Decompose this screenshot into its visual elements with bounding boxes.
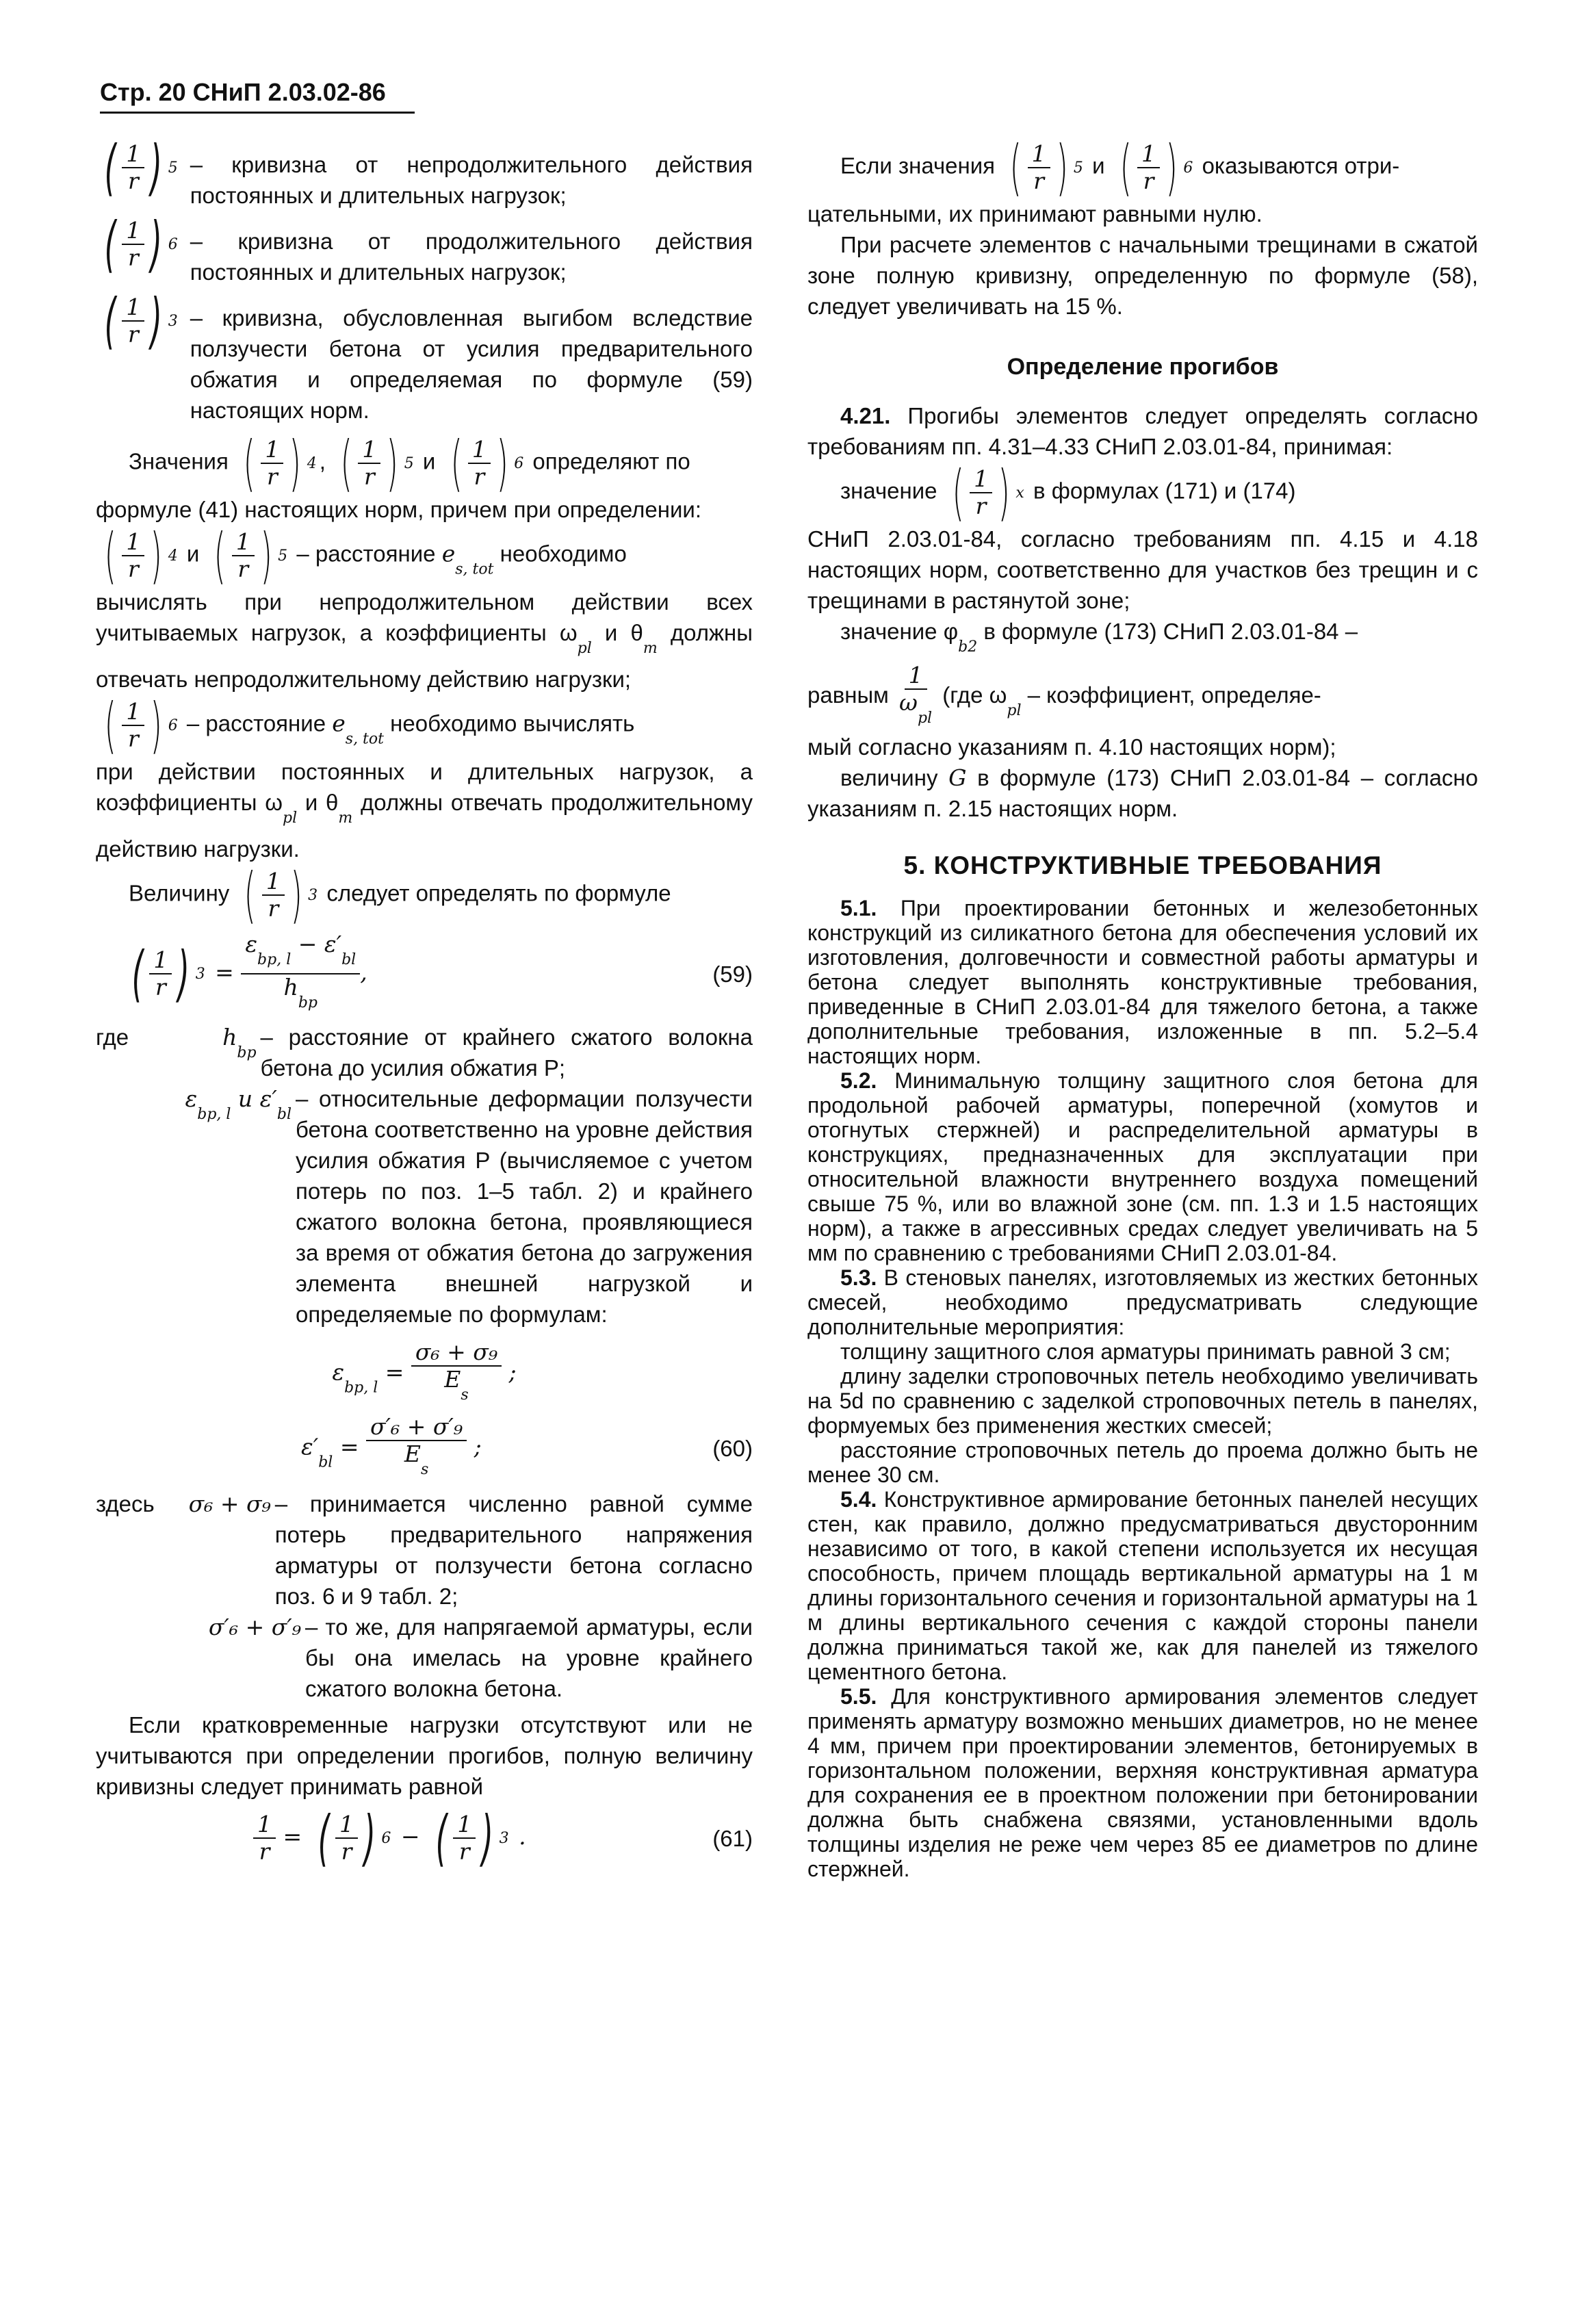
equal-line: равным $\frac{1}{\omega_{pl}}$ (где $\omega_{pl}$ – коэффициент, определяе- — [807, 662, 1321, 727]
one-over-r-5: ( $\frac{1}{r}$ ) 5 — [104, 132, 178, 203]
para-5-3: 5.3. В стеновых панелях, изготовляемых из жестких бетонных смесей, необходимо предусматривать следующие дополнительные мероприятия: — [807, 1265, 1478, 1339]
def-text: – кривизна от продолжительного действия постоянных и длительных нагрузок; — [190, 229, 753, 285]
def-curvature-6 — [96, 209, 753, 287]
est-line: ( $\frac{1}{r}$ ) 4 и ( $\frac{1}{r}$ ) 5 – расстояние $e_{s, tot}$ необходимо — [104, 520, 627, 591]
para-5-4: 5.4. Конструктивное армирование бетонных панелей несущих стен, как правило, должно предусматриваться двусторонним независимо от того, в какой степени используется их несущая способность, причем площадь вертикальной арматуры на 1 м длины горизонтального сечения и горизонтальной арматуры на 1 м длины вертикального сечения с каждой стороны панели должна приниматься такой же, как для панелей из тяжелого цементного бетона. — [807, 1487, 1478, 1684]
def-sigma-69-prime: σ′₆ + σ′₉ – то же, для напрягаемой арматуры, если бы она имелась на уровне крайнего сжатого волокна бетона. — [208, 1614, 753, 1701]
def-hbp: где $h_{bp}$ – расстояние от крайнего сжатого волокна бетона до усилия обжатия P; — [96, 1024, 753, 1081]
one-over-r-3: ( $\frac{1}{r}$ ) 3 — [104, 285, 178, 356]
g-line: величину G в формуле (173) СНиП 2.03.01-84 – согласно указаниям п. 2.15 настоящих норм. — [807, 764, 1478, 821]
value-cont: СНиП 2.03.01-84, согласно требованиям пп. 4.15 и 4.18 настоящих норм, соответственно для участков без трещин и с трещинами в растянутой зоне; — [807, 526, 1478, 613]
para-5-3-b: длину заделки строповочных петель необходимо увеличивать на 5d по сравнению с заделкой строповочных петель в панелях, формуемых без применения жестких смесей; — [807, 1364, 1478, 1438]
phi-line: значение $\varphi_{b2}$ в формуле (173) СНиП 2.03.01-84 – — [840, 619, 1358, 656]
para-5-3-a: толщину защитного слоя арматуры принимать равной 3 см; — [840, 1339, 1451, 1364]
negative-values-line: Если значения ( $\frac{1}{r}$ ) 5 и ( $\frac{1}{r}$ ) 6 оказываются отри- — [840, 132, 1400, 203]
est-cont: вычислять при непродолжительном действии всех учитываемых нагрузок, а коэффициенты $\omega_{pl}$ и $\theta_m$ должны отвечать непродолжительному действию нагрузки; — [96, 589, 753, 692]
est6-cont: при действии постоянных и длительных нагрузок, а коэффициенты $\omega_{pl}$ и $\theta_m$ должны отвечать продолжительному действию нагрузки. — [96, 759, 753, 862]
velichinu-line: Величину ( $\frac{1}{r}$ ) 3 следует определять по формуле — [129, 860, 671, 930]
values-cont: формуле (41) настоящих норм, причем при определении: — [96, 497, 702, 522]
value-line: значение ( $\frac{1}{r}$ ) x в формулах (171) и (174) — [840, 457, 1296, 528]
def-sigma-69: здесь σ₆ + σ₉ – принимается численно равной сумме потерь предварительного напряжения арматуры от ползучести бетона согласно поз. 6 и 9 табл. 2; — [96, 1490, 753, 1609]
left-column — [96, 132, 753, 1874]
equation-59: ( $\frac{1}{r}$ ) 3 = $\frac{\varepsilon_{bp, l} - \varepsilon'_{bl}}{h_{bp}}$ , (59) — [131, 931, 753, 1011]
para-5-3-c: расстояние строповочных петель до проема должно быть не менее 30 см. — [807, 1438, 1478, 1487]
def-eps: $\varepsilon_{bp, l}$ и $\varepsilon'_{bl}$ – относительные деформации ползучести бетона соответственно на уровне действия усилия обжатия P (вычисляемое с учетом потерь по поз. 1–5 табл. 2) и крайнего сжатого волокна бетона, проявляющиеся за время от обжатия бетона до загружения элемента внешней нагрузкой и определяемые по формулам: — [185, 1085, 753, 1327]
equation-number: (60) — [712, 1436, 753, 1461]
negative-values-cont: цательными, их принимают равными нулю. — [807, 201, 1262, 227]
def-curvature-3 — [96, 285, 753, 426]
para-5-5: 5.5. Для конструктивного армирования элементов следует применять арматуру возможно меньших диаметров, но не менее 4 мм, причем при проектировании элементов, бетонируемых в горизонтальном положении, верхняя конструктивная арматура для сохранения ее в проектном положении при бетонировании должна быть снабжена связями, установленными вдоль толщины изделия не реже чем через 85 ее диаметров по длине стержней. — [807, 1684, 1478, 1881]
para-5-2: 5.2. Минимальную толщину защитного слоя бетона для продольной рабочей арматуры, поперечной (хомутов и отогнутых стержней) и распределительной арматуры в конструкциях, предназначенных для эксплуатации при относительной влажности внутреннего воздуха помещений свыше 75 %, или во влажной зоне (см. пп. 1.3 и 1.5 настоящих норм), а также в агрессивных средах следует увеличивать на 5 мм по сравнению с требованиями СНиП 2.03.01-84. — [807, 1068, 1478, 1265]
est6-line: ( $\frac{1}{r}$ ) 6 – расстояние $e_{s, tot}$ необходимо вычислять — [104, 690, 635, 760]
values-line: Значения ( $\frac{1}{r}$ ) 4 , ( $\frac{1}{r}$ ) 5 и ( $\frac{1}{r}$ ) 6 определяют по — [129, 428, 690, 498]
equation-61: $\frac{1}{r}$ = ( $\frac{1}{r}$ ) 6 − ( $\frac{1}{r}$ ) 3 . (61) — [96, 1807, 753, 1869]
one-over-r-6: ( $\frac{1}{r}$ ) 6 — [104, 209, 178, 279]
page-header: Стр. 20 СНиП 2.03.02-86 — [100, 77, 415, 114]
equation-number: (59) — [712, 961, 753, 987]
deflection-title: Определение прогибов — [1007, 354, 1279, 380]
section-5-title: 5. КОНСТРУКТИВНЫЕ ТРЕБОВАНИЯ — [903, 851, 1382, 879]
equal-cont: мый согласно указаниям п. 4.10 настоящих норм); — [807, 734, 1336, 760]
def-text: – кривизна от непродолжительного действия постоянных и длительных нагрузок; — [190, 152, 753, 208]
def-curvature-5 — [96, 132, 753, 211]
para-5-1: 5.1. При проектировании бетонных и железобетонных конструкций из силикатного бетона для обеспечения условий их изготовления, долговечности и совместной работы арматуры и бетона следует выполнять конструктивные требования, приведенные в СНиП 2.03.01-84 для тяжелого бетона, а также дополнительные требования, изложенные в пп. 5.2–5.4 настоящих норм. — [807, 896, 1478, 1068]
crack-para: При расчете элементов с начальными трещинами в сжатой зоне полную кривизну, определенную по формуле (58), следует увеличивать на 15 %. — [807, 232, 1478, 319]
right-column — [807, 132, 1478, 1881]
equation-60b: $\varepsilon'_{bl}$ = $\frac{\text{σ′₆ + σ′₉}}{E_s}$ ; (60) — [301, 1413, 753, 1478]
equation-number: (61) — [712, 1825, 753, 1851]
short-load-para: Если кратковременные нагрузки отсутствуют или не учитываются при определении прогибов, полную величину кривизны следует принимать равной — [96, 1712, 753, 1799]
equation-60a: $\varepsilon_{bp, l}$ = $\frac{\text{σ₆ + σ₉}}{E_s}$ ; — [332, 1339, 517, 1404]
para-4-21: 4.21. Прогибы элементов следует определять согласно требованиям пп. 4.31–4.33 СНиП 2.03.01-84, принимая: — [807, 403, 1478, 459]
def-text: – кривизна, обусловленная выгибом вследствие ползучести бетона от усилия предварительного обжатия и определяемая по формуле (59) настоящих норм. — [190, 305, 753, 423]
